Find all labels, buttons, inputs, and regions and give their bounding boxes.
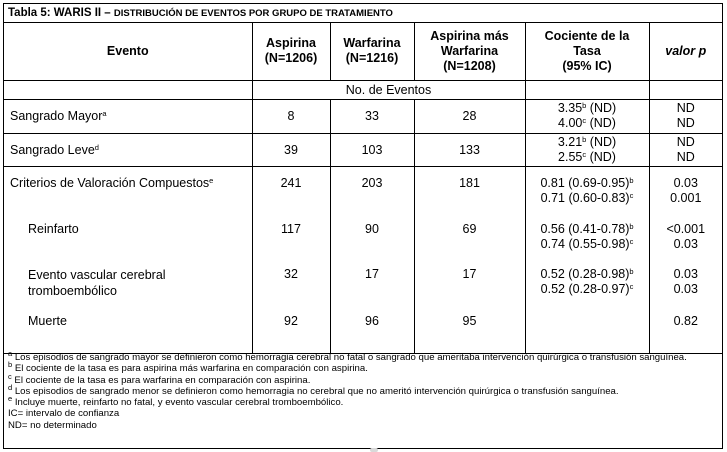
p-value: 0.82 bbox=[673, 313, 698, 328]
scan-mark bbox=[370, 448, 378, 452]
table-row-composite bbox=[4, 166, 722, 353]
footnote-ref: b bbox=[629, 175, 634, 185]
header-warfarina bbox=[330, 23, 414, 80]
header-warfarina-line1: Warfarina bbox=[343, 36, 401, 51]
cell-combo: 95 bbox=[462, 313, 477, 328]
cell-valor-p bbox=[650, 176, 723, 222]
cell-warfarina: 33 bbox=[330, 99, 414, 133]
cell-warfarina: 96 bbox=[365, 313, 379, 328]
cociente-value: 0.52 (0.28-0.98) bbox=[540, 266, 630, 281]
row-evento bbox=[4, 176, 252, 222]
header-cociente-line3: (95% IC) bbox=[562, 58, 612, 73]
footnote-ref: e bbox=[209, 175, 214, 185]
row-evento bbox=[4, 99, 252, 133]
footnote-ref: c bbox=[582, 116, 587, 125]
row-evento-label: Evento vascular cerebral tromboembólico bbox=[28, 267, 166, 298]
p-value: ND bbox=[676, 149, 695, 164]
header-combo bbox=[414, 23, 525, 80]
footnote-text: Los episodios de sangrado mayor se definieron como hemorragia cerebral no fatal o sangrado que ameritaba intervención quirúrgica o transfusión sanguínea. bbox=[12, 352, 687, 363]
footnote bbox=[8, 408, 722, 419]
footnotes bbox=[4, 349, 722, 431]
cociente-ci: (ND) bbox=[586, 149, 616, 164]
header-row bbox=[4, 23, 722, 80]
p-value: 0.03 bbox=[673, 236, 698, 251]
cociente-value: 0.81 (0.69-0.95) bbox=[540, 175, 630, 190]
cell-combo: 17 bbox=[462, 266, 477, 281]
footnote-ref: b bbox=[629, 221, 634, 231]
cell-warfarina: 90 bbox=[365, 221, 379, 236]
caption-title: DISTRIBUCIÓN DE EVENTOS POR GRUPO DE TRATAMIENTO bbox=[113, 8, 393, 19]
cell-combo: 181 bbox=[459, 175, 480, 190]
cell-aspirina: 32 bbox=[284, 266, 298, 281]
header-aspirina-line1: Aspirina bbox=[265, 36, 316, 51]
header-cociente-line2: Tasa bbox=[573, 43, 601, 58]
cell-combo: 28 bbox=[414, 99, 525, 133]
col-cociente-block bbox=[525, 166, 649, 353]
footnote-mark: d bbox=[8, 382, 13, 392]
footnote-text: ND= no determinado bbox=[8, 419, 97, 431]
document-table-frame bbox=[3, 3, 723, 449]
cell-aspirina: 92 bbox=[284, 313, 298, 328]
cociente-value: 0.52 (0.28-0.97) bbox=[540, 281, 630, 296]
footnote-ref: c bbox=[629, 281, 634, 291]
cociente-value: 0.71 (0.60-0.83) bbox=[540, 190, 630, 205]
cociente-line bbox=[526, 282, 649, 297]
caption-label: Tabla 5: WARIS II – bbox=[8, 7, 111, 19]
header-valor-p-label: valor p bbox=[665, 43, 707, 58]
cociente-line bbox=[526, 116, 649, 131]
cociente-ci: (ND) bbox=[586, 101, 617, 115]
p-value: ND bbox=[676, 134, 695, 149]
cociente-ci: (ND) bbox=[586, 116, 616, 130]
footnote bbox=[8, 382, 722, 397]
cociente-value: 0.74 (0.55-0.98) bbox=[540, 236, 630, 251]
p-value: ND bbox=[676, 116, 695, 130]
row-evento bbox=[4, 267, 252, 314]
cell-cociente bbox=[525, 133, 649, 166]
cociente-line bbox=[526, 237, 649, 252]
footnote-ref: b bbox=[582, 134, 587, 144]
subheader-blank bbox=[4, 80, 252, 99]
cociente-value: 4.00 bbox=[558, 116, 583, 130]
p-value: ND bbox=[676, 101, 695, 115]
cell-aspirina: 39 bbox=[252, 133, 330, 166]
footnote bbox=[8, 420, 722, 431]
cell-warfarina: 103 bbox=[330, 133, 414, 166]
cell-cociente bbox=[526, 222, 649, 267]
footnote bbox=[8, 349, 722, 363]
header-combo-line1: Aspirina más bbox=[430, 28, 509, 43]
events-table bbox=[4, 23, 722, 354]
row-evento-label: Criterios de Valoración Compuestos bbox=[10, 175, 210, 190]
cell-valor-p bbox=[650, 222, 723, 267]
header-combo-line3: (N=1208) bbox=[443, 58, 496, 73]
footnote bbox=[8, 371, 722, 386]
col-aspirina-block bbox=[252, 166, 330, 353]
footnote bbox=[8, 394, 722, 409]
cociente-line bbox=[526, 150, 649, 165]
footnote-ref: a bbox=[102, 109, 107, 118]
cell-aspirina: 241 bbox=[280, 175, 302, 190]
subheader-blank bbox=[525, 80, 649, 99]
footnote-mark: a bbox=[8, 349, 13, 358]
table-row bbox=[4, 99, 722, 133]
cociente-value: 0.56 (0.41-0.78) bbox=[540, 221, 630, 236]
cell-combo: 69 bbox=[462, 221, 477, 236]
footnote-text: Incluye muerte, reinfarto no fatal, y evento vascular cerebral tromboembólico. bbox=[12, 397, 344, 409]
row-evento-label: Reinfarto bbox=[28, 221, 79, 236]
footnote-mark: b bbox=[8, 360, 13, 370]
cell-warfarina: 203 bbox=[361, 175, 383, 190]
row-evento-label: Muerte bbox=[28, 313, 67, 328]
cell-valor-p bbox=[650, 314, 723, 344]
footnote-ref: c bbox=[582, 149, 587, 159]
cociente-value: 3.21 bbox=[557, 134, 583, 149]
cociente-line bbox=[526, 191, 649, 206]
cociente-line bbox=[526, 101, 649, 116]
table-row bbox=[4, 133, 722, 166]
footnote-mark: c bbox=[8, 371, 12, 381]
row-evento bbox=[4, 314, 252, 344]
header-evento: Evento bbox=[4, 23, 252, 80]
cociente-line bbox=[526, 222, 649, 237]
cociente-line bbox=[526, 135, 649, 150]
subheader-row bbox=[4, 80, 722, 99]
footnote-text: El cociente de la tasa es para warfarina en comparación con aspirina. bbox=[11, 374, 311, 386]
cell-cociente bbox=[526, 267, 649, 314]
cociente-line bbox=[526, 267, 649, 282]
cociente-ci: (ND) bbox=[586, 134, 617, 149]
cell-valor-p bbox=[649, 99, 722, 133]
cell-valor-p bbox=[649, 133, 722, 166]
footnote-text: IC= intervalo de confianza bbox=[8, 408, 120, 420]
p-value: 0.001 bbox=[670, 190, 702, 205]
table-caption bbox=[4, 4, 722, 23]
cell-cociente bbox=[525, 99, 649, 133]
col-combo-block bbox=[414, 166, 525, 353]
cociente-line bbox=[526, 176, 649, 191]
col-valor-p-block bbox=[649, 166, 722, 353]
footnote-mark: e bbox=[8, 394, 13, 404]
footnote-ref: b bbox=[629, 266, 634, 276]
p-value: 0.03 bbox=[673, 175, 698, 190]
header-cociente bbox=[525, 23, 649, 80]
cell-aspirina: 117 bbox=[281, 221, 301, 236]
header-aspirina bbox=[252, 23, 330, 80]
row-evento-label: Sangrado Mayor bbox=[10, 109, 103, 123]
cociente-value: 3.35 bbox=[557, 101, 583, 115]
col-evento-block bbox=[4, 166, 252, 353]
footnote-text: Los episodios de sangrado menor se definieron como hemorragia no cerebral que no ameritó intervención quirúrgica o transfusión sanguínea. bbox=[12, 385, 619, 397]
footnote bbox=[8, 360, 722, 375]
footnote-text: El cociente de la tasa es para aspirina más warfarina en comparación con aspirina. bbox=[12, 363, 368, 375]
cell-valor-p bbox=[650, 267, 723, 314]
header-aspirina-line2: (N=1206) bbox=[264, 51, 318, 66]
footnote-ref: c bbox=[629, 236, 634, 246]
cell-combo: 133 bbox=[414, 133, 525, 166]
p-value: 0.03 bbox=[673, 281, 698, 296]
subheader-blank bbox=[649, 80, 722, 99]
row-evento bbox=[4, 222, 252, 267]
footnote-ref: b bbox=[582, 101, 587, 110]
p-value: 0.03 bbox=[673, 266, 698, 281]
header-cociente-line1: Cociente de la bbox=[544, 28, 630, 43]
cell-cociente bbox=[526, 176, 649, 222]
cell-aspirina: 8 bbox=[252, 99, 330, 133]
cociente-value: 2.55 bbox=[558, 149, 583, 164]
header-combo-line2: Warfarina bbox=[440, 43, 499, 58]
header-valor-p bbox=[649, 23, 722, 80]
cell-cociente-empty bbox=[526, 314, 649, 344]
p-value: <0.001 bbox=[666, 221, 706, 236]
row-evento-label: Sangrado Leve bbox=[10, 142, 95, 157]
header-warfarina-line2: (N=1216) bbox=[345, 51, 399, 66]
col-warfarina-block bbox=[330, 166, 414, 353]
footnote-ref: d bbox=[94, 142, 99, 152]
footnote-ref: c bbox=[629, 190, 634, 200]
cell-warfarina: 17 bbox=[365, 266, 379, 281]
row-evento bbox=[4, 133, 252, 166]
subheader-no-eventos: No. de Eventos bbox=[252, 80, 525, 99]
